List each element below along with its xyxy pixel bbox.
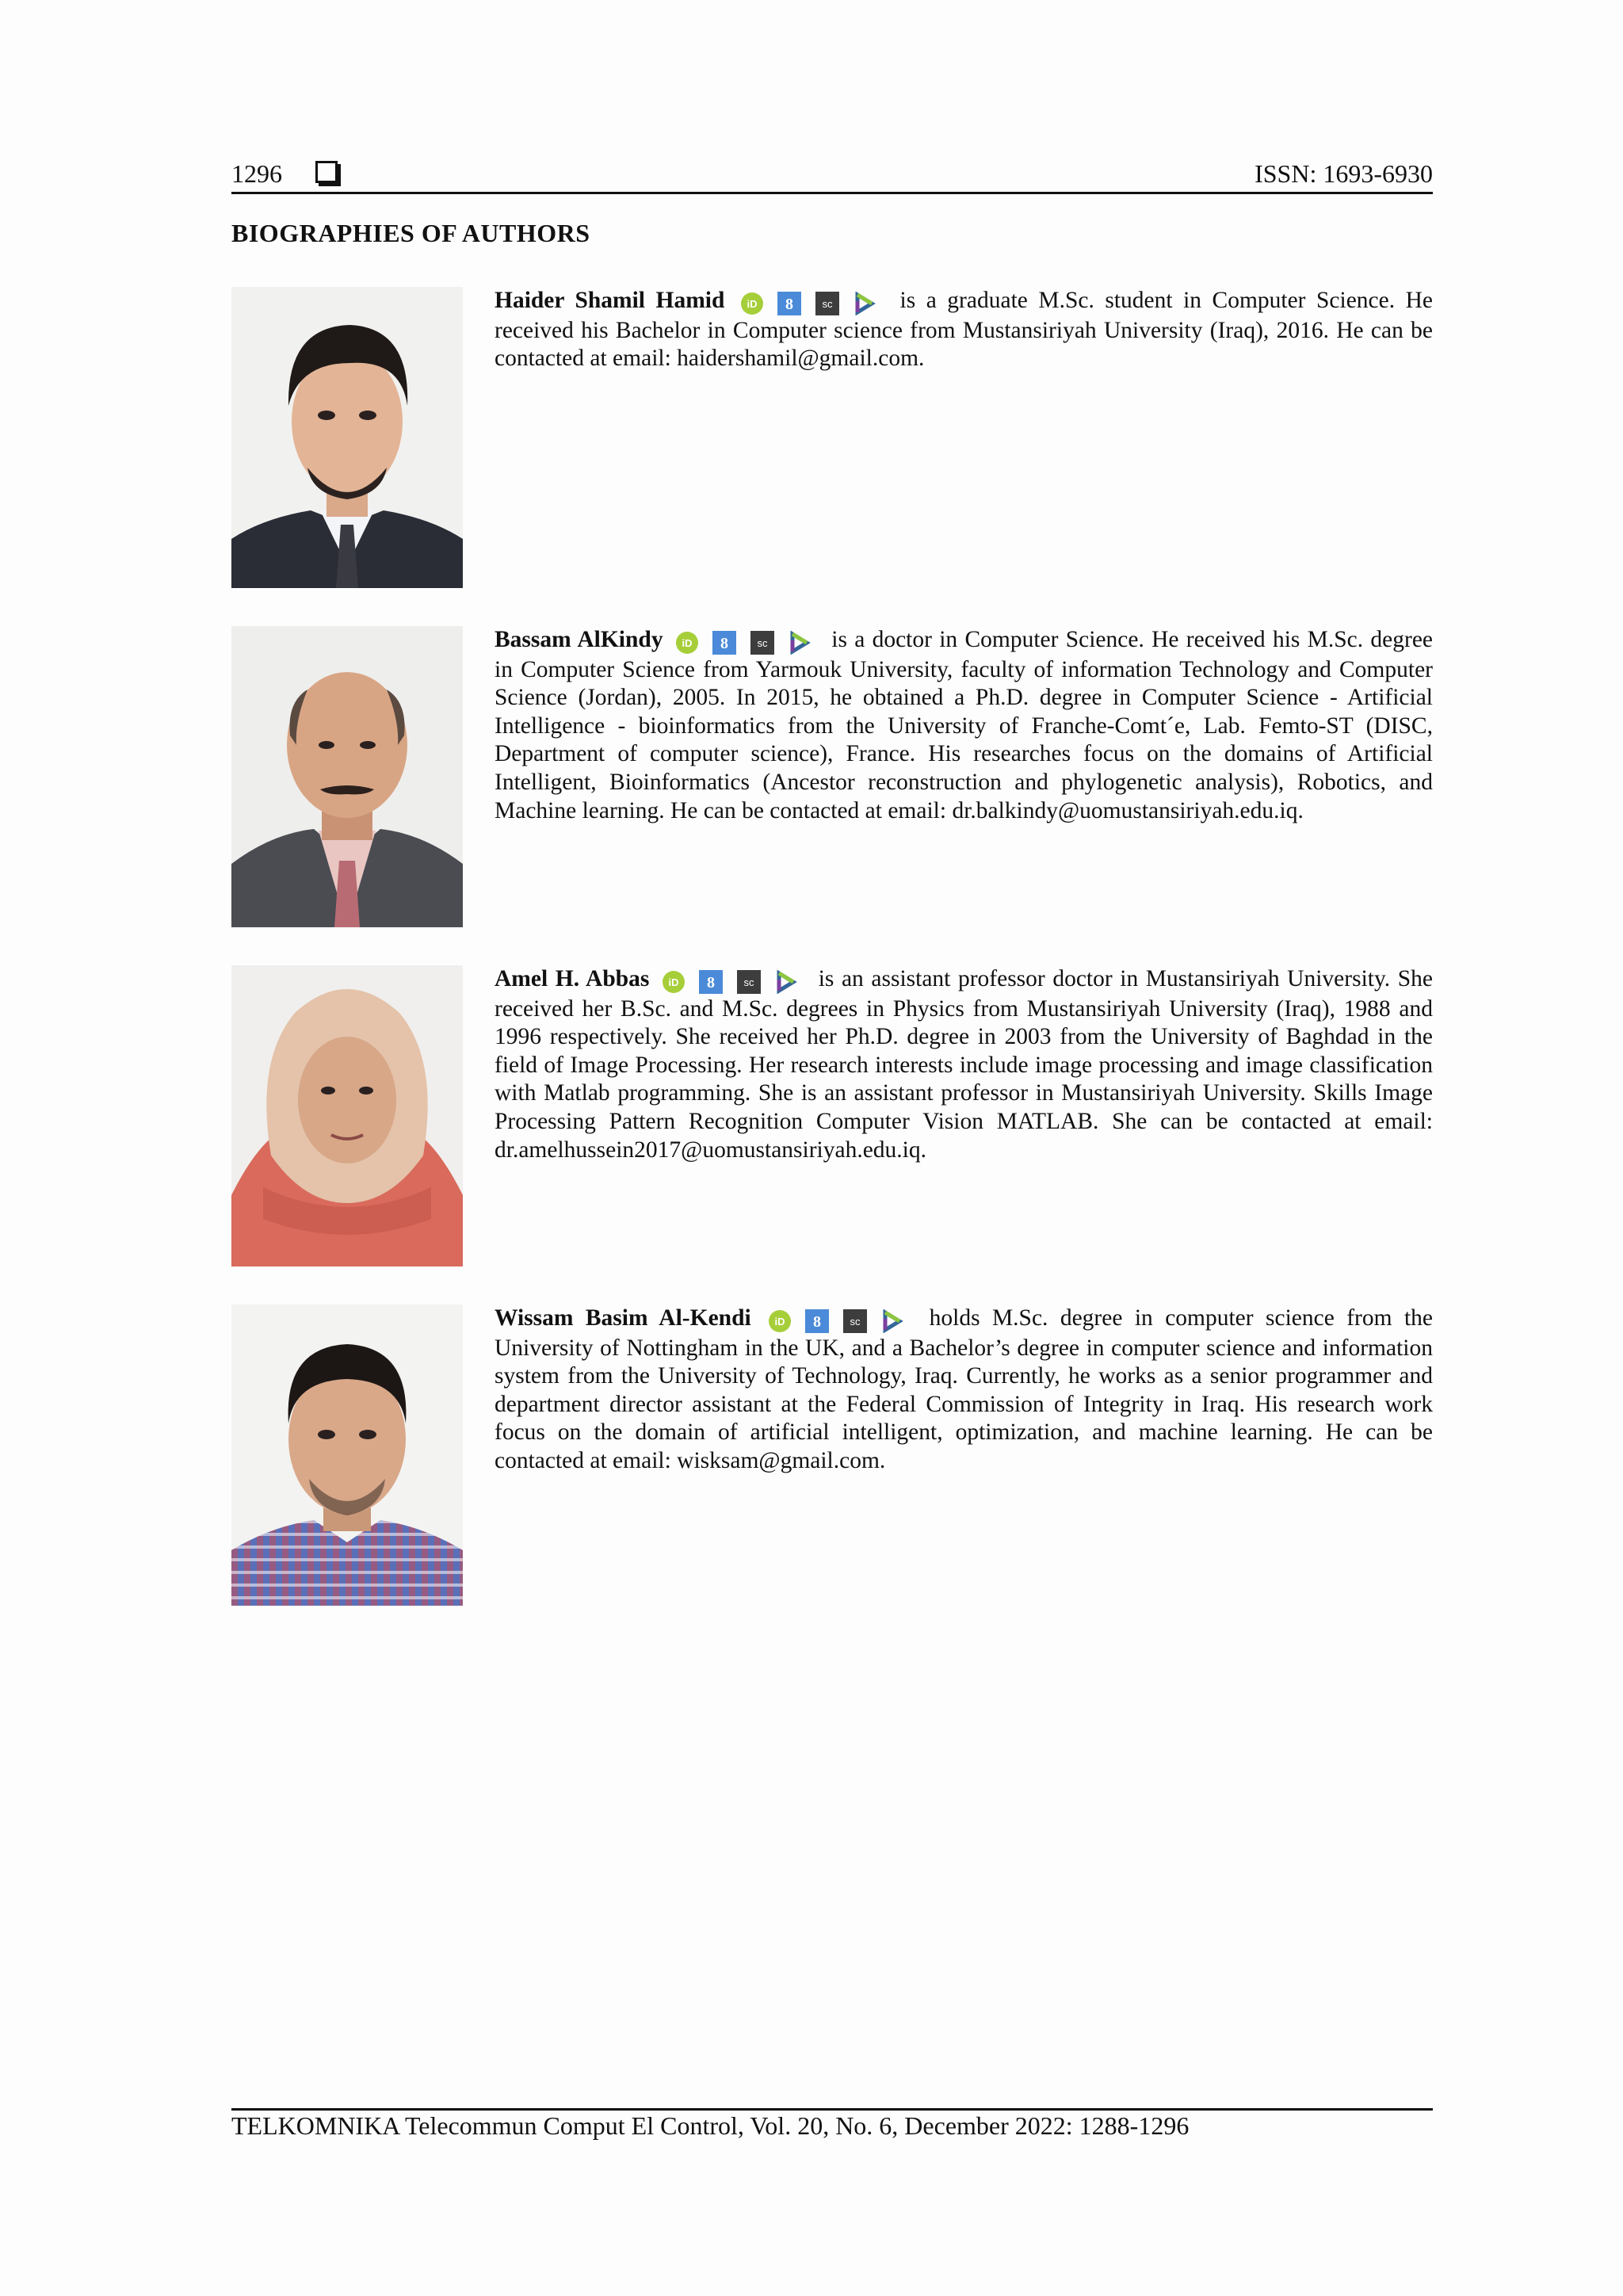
- svg-text:8: 8: [813, 1313, 822, 1331]
- author-bio-body: is a graduate M.Sc. student in Computer Science. He received his Bachelor in Computer science from Mustansiriyah University (Iraq), 2016. He can be contacted at email: haidershamil@gmail.com.: [495, 288, 1434, 372]
- svg-text:sc: sc: [743, 976, 754, 989]
- svg-text:8: 8: [707, 974, 716, 992]
- author-name: Haider Shamil Hamid: [495, 288, 725, 313]
- author-photo-3: [231, 965, 463, 1266]
- google-scholar-icon[interactable]: [805, 1309, 829, 1333]
- orcid-icon[interactable]: [768, 1309, 792, 1333]
- orcid-icon[interactable]: [662, 970, 685, 994]
- svg-text:sc: sc: [757, 637, 768, 650]
- author-bio-1: [231, 287, 1433, 588]
- svg-text:iD: iD: [747, 298, 758, 311]
- footer-divider: [231, 2108, 1433, 2111]
- scopus-icon[interactable]: [843, 1309, 867, 1333]
- author-bio-text-1: [495, 287, 1433, 373]
- author-bio-body: holds M.Sc. degree in computer science from the University of Nottingham in the UK, and a Bachelor’s degree in computer science and information system from the University of Technology, Iraq. Currently, he works as a senior programmer and department director assistant at the Federal Commission of Integrity in Iraq. His research work focus on the domain of artificial intelligent, optimization, and machine learning. He can be contacted at email: wisksam@gmail.com.: [495, 1305, 1434, 1473]
- page-footer: TELKOMNIKA Telecommun Comput El Control, Vol. 20, No. 6, December 2022: 1288-1296: [231, 2111, 1190, 2140]
- author-name: Wissam Basim Al-Kendi: [495, 1305, 751, 1331]
- svg-text:8: 8: [720, 635, 729, 653]
- author-photo-4: [231, 1305, 463, 1606]
- author-bio-body: is an assistant professor doctor in Mustansiriyah University. She received her B.Sc. and M.Sc. degrees in Physics from Mustansiriyah University (Iraq), 1988 and 1996 respectively. She received her Ph.D. degree in 2003 from the University of Baghdad in the field of Image Processing. Her research interests include image processing and image classification with Matlab programming. She is an assistant professor in Mustansiriyah University. Skills Image Processing Pattern Recognition Computer Vision MATLAB. She can be contacted at email: dr.amelhussein2017@uomustansiriyah.edu.iq.: [495, 966, 1434, 1163]
- svg-text:sc: sc: [822, 298, 833, 311]
- google-scholar-icon[interactable]: [777, 292, 801, 315]
- author-photo-2: [231, 626, 463, 927]
- scopus-icon[interactable]: [815, 292, 839, 315]
- author-bio-3: [231, 965, 1433, 1266]
- publons-icon[interactable]: [788, 631, 812, 655]
- page-number: 1296: [231, 159, 282, 188]
- author-bio-text-3: [495, 965, 1433, 1164]
- scopus-icon[interactable]: [750, 631, 774, 655]
- portrait-man-checked-shirt-icon: [231, 1305, 463, 1606]
- page-header: [231, 154, 1433, 193]
- author-photo-1: [231, 287, 463, 588]
- publons-icon[interactable]: [853, 292, 876, 315]
- svg-text:8: 8: [785, 296, 794, 314]
- orcid-icon[interactable]: [675, 631, 699, 655]
- portrait-young-man-icon: [231, 287, 463, 588]
- author-name: Amel H. Abbas: [495, 966, 650, 991]
- publons-icon[interactable]: [880, 1309, 904, 1333]
- author-name: Bassam AlKindy: [495, 627, 663, 652]
- author-bio-text-4: [495, 1305, 1433, 1476]
- google-scholar-icon[interactable]: [712, 631, 736, 655]
- author-bio-body: is a doctor in Computer Science. He received his M.Sc. degree in Computer Science from Yarmouk University, faculty of information Technology and Computer Science (Jordan), 2005. In 2015, he obtained a Ph.D. degree in Computer Science - Artificial Intelligence - bioinformatics from the University of Franche-Comt´e, Lab. Femto-ST (DISC, Department of computer science), France. His researches focus on the domains of Artificial Intelligent, Bioinformatics (Ancestor reconstruction and phylogenetic analysis), Robotics, and Machine learning. He can be contacted at email: dr.balkindy@uomustansiriyah.edu.iq.: [495, 627, 1434, 823]
- author-bio-4: [231, 1305, 1433, 1606]
- header-left: [231, 159, 338, 189]
- square-bullet-icon: [315, 161, 338, 183]
- scopus-icon[interactable]: [737, 970, 761, 994]
- author-profile-badges: [662, 967, 806, 995]
- author-profile-badges: [768, 1306, 912, 1335]
- header-divider: [231, 192, 1433, 194]
- publons-icon[interactable]: [774, 970, 798, 994]
- svg-text:sc: sc: [850, 1316, 861, 1328]
- google-scholar-icon[interactable]: [699, 970, 723, 994]
- portrait-bald-man-icon: [231, 626, 463, 927]
- orcid-icon[interactable]: [740, 292, 764, 315]
- svg-text:iD: iD: [668, 976, 679, 989]
- author-bio-2: [231, 626, 1433, 927]
- svg-text:iD: iD: [682, 637, 693, 650]
- section-title: BIOGRAPHIES OF AUTHORS: [231, 219, 590, 247]
- issn-label: ISSN: 1693-6930: [1254, 159, 1433, 188]
- svg-text:iD: iD: [774, 1316, 785, 1328]
- author-profile-badges: [740, 288, 884, 317]
- author-profile-badges: [675, 628, 819, 656]
- portrait-woman-hijab-icon: [231, 965, 463, 1266]
- author-bio-text-2: [495, 626, 1433, 825]
